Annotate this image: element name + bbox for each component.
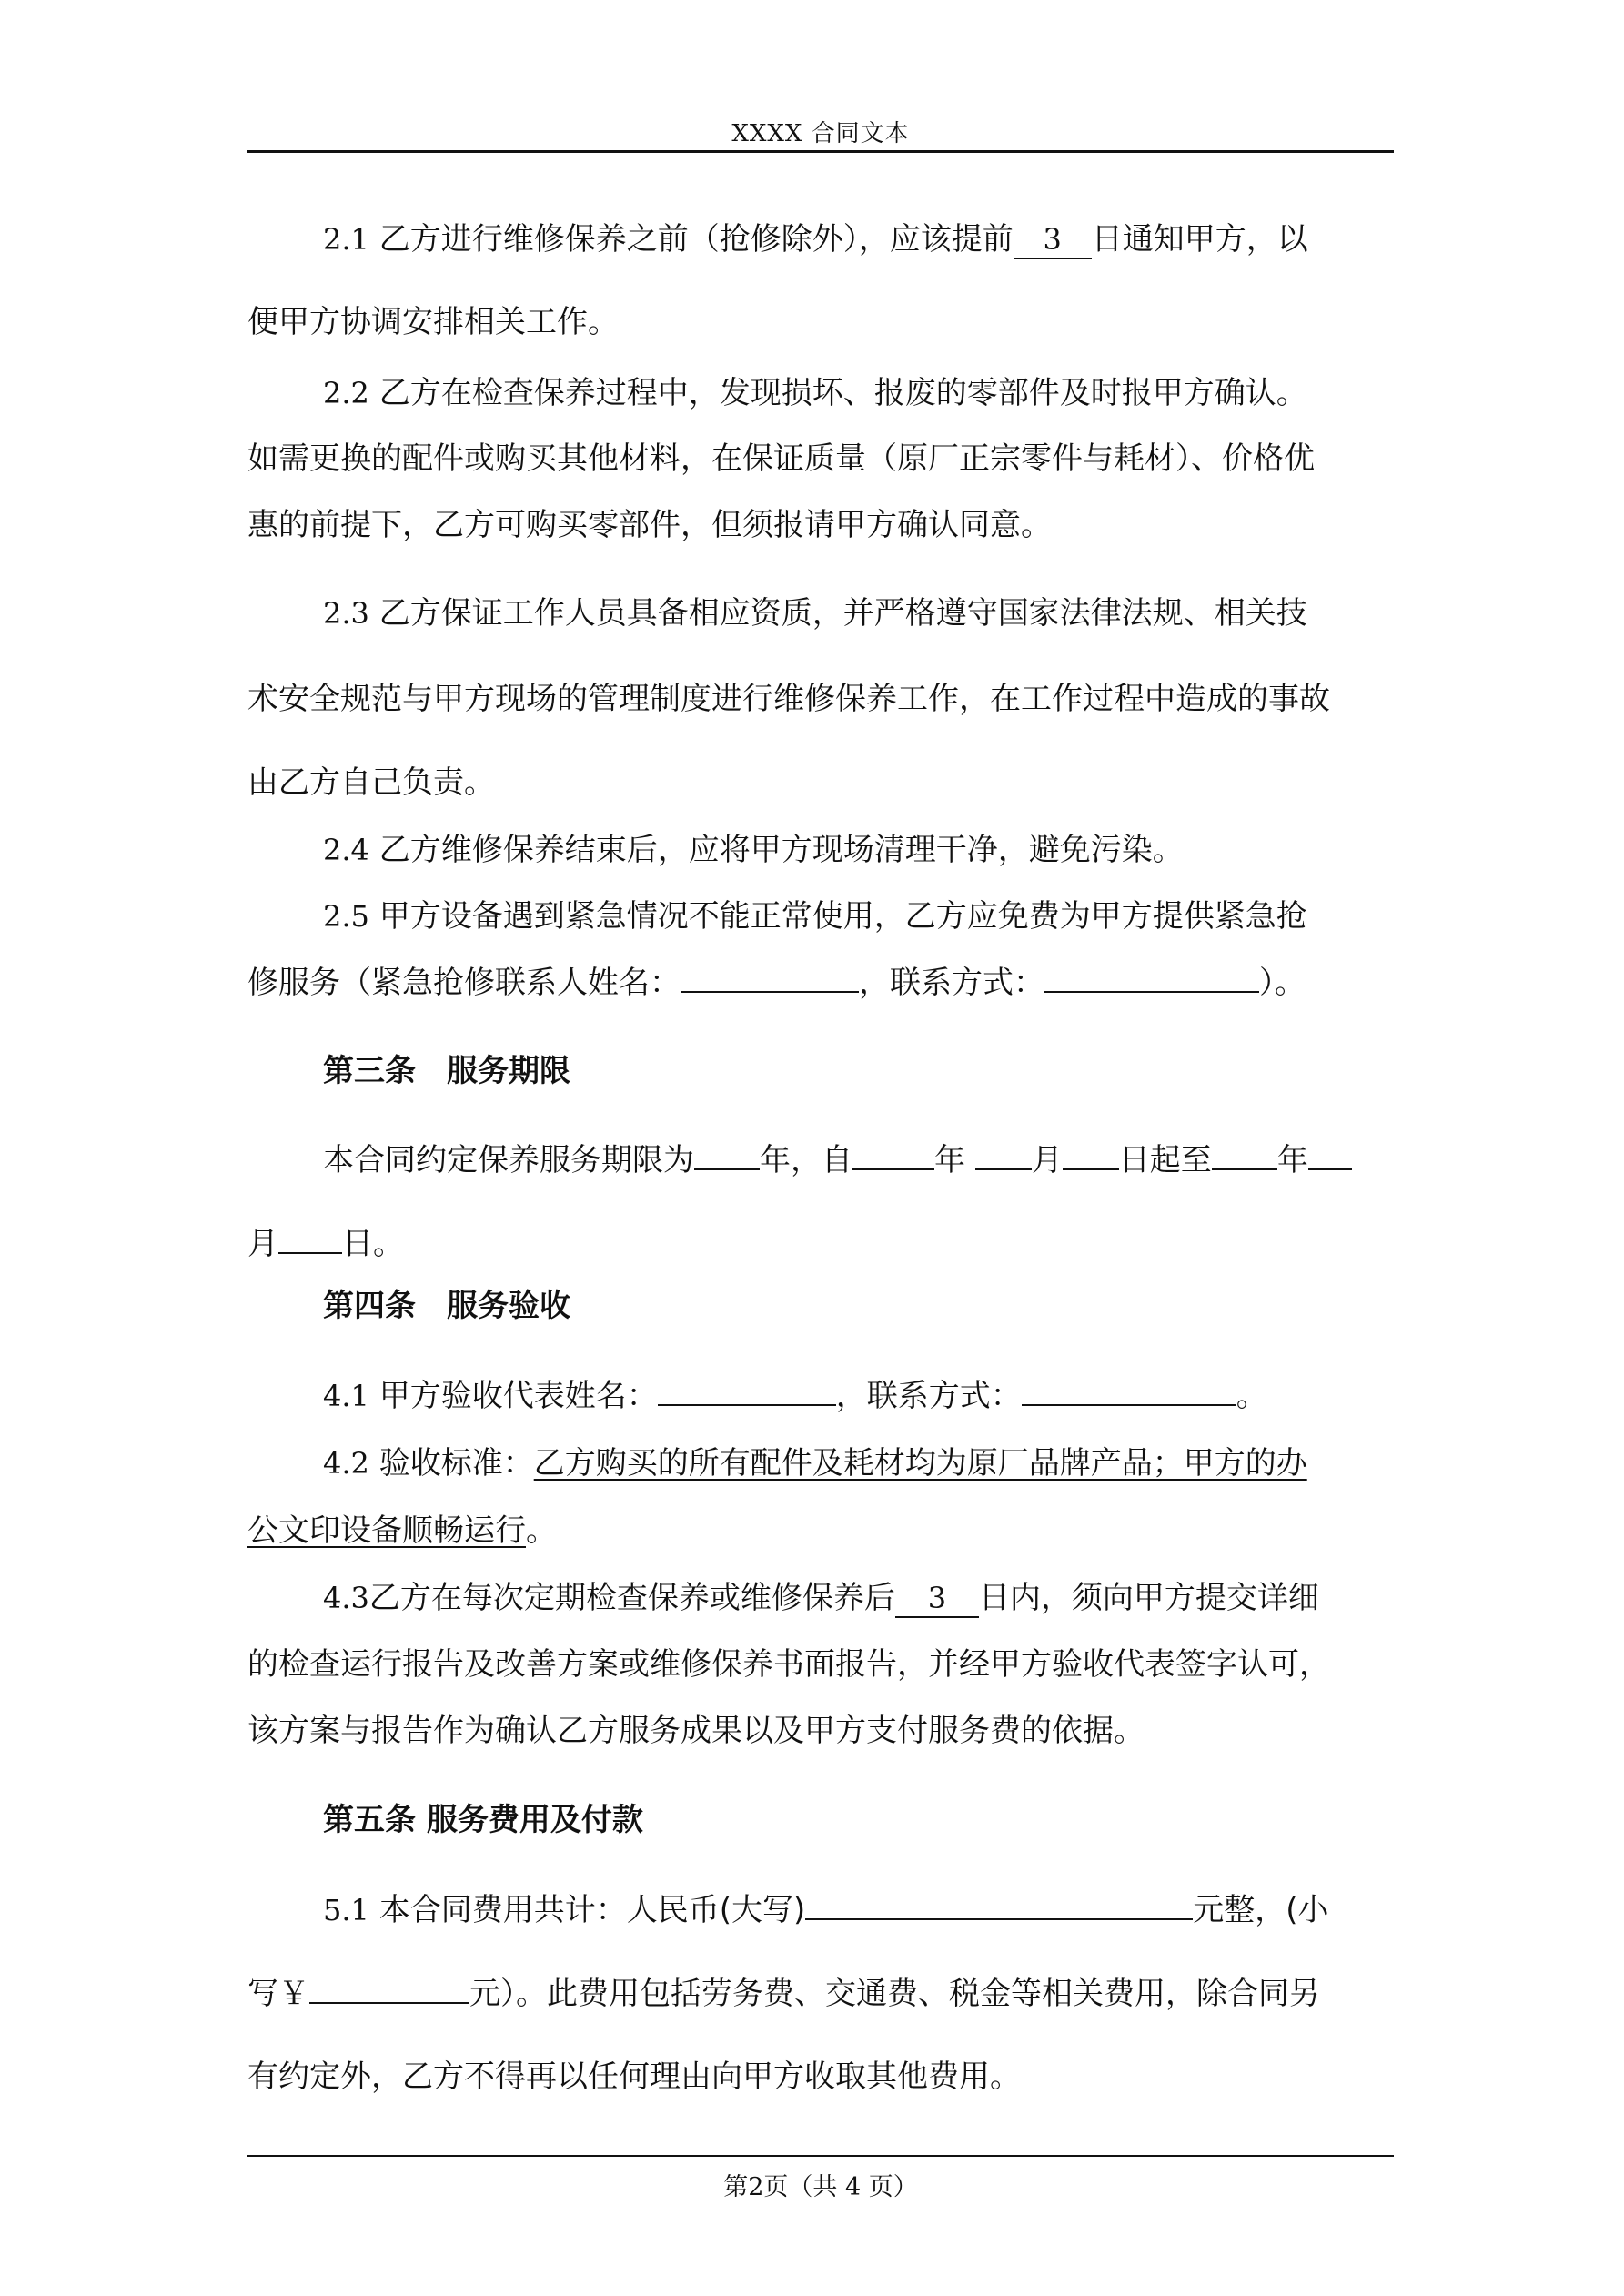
clause-5-1-line-2 (247, 1973, 1394, 2014)
clause-text: 年，自 (760, 1142, 852, 1178)
clause-text: 日起至 (1118, 1142, 1212, 1178)
amount-numeric-blank (309, 1973, 469, 2004)
clause-4-3-line-1 (323, 1578, 1394, 1618)
clause-text: 元）。此费用包括劳务费、交通费、税金等相关费用，除合同另 (469, 1976, 1320, 2012)
clause-text: 元整，(小 (1193, 1892, 1329, 1928)
clause-number: 2.4 (323, 833, 369, 867)
notice-days-field: 3 (1014, 221, 1092, 259)
clause-text: ，联系方式： (835, 1378, 1022, 1414)
document-header-title: XXXX 合同文本 (731, 120, 910, 147)
clause-text: 验收标准： (378, 1445, 534, 1482)
article-3-heading: 第三条 服务期限 (323, 1053, 570, 1089)
clause-2-2-line-3: 惠的前提下，乙方可购买零部件，但须报请甲方确认同意。 (247, 507, 1052, 543)
clause-number: 2.1 (323, 222, 369, 257)
clause-text: 年 (1276, 1142, 1308, 1178)
acceptance-rep-name-blank (658, 1375, 836, 1406)
clause-text: 乙方在检查保养过程中，发现损坏、报废的零部件及时报甲方确认。 (378, 375, 1307, 411)
clause-2-2-line-2: 如需更换的配件或购买其他材料，在保证质量（原厂正宗零件与耗材）、价格优 (247, 440, 1315, 477)
clause-text: 乙方维修保养结束后，应将甲方现场清理干净，避免污染。 (378, 832, 1184, 868)
clause-2-4-line-1 (323, 830, 1394, 870)
clause-2-1-line-1 (323, 219, 1394, 259)
article-4-heading: 第四条 服务验收 (323, 1288, 570, 1324)
amount-capital-blank (805, 1889, 1193, 1920)
clause-text: 乙方在每次定期检查保养或维修保养后 (368, 1580, 895, 1616)
clause-5-1-line-3: 有约定外，乙方不得再以任何理由向甲方收取其他费用。 (247, 2058, 1021, 2095)
clause-text: 甲方设备遇到紧急情况不能正常使用，乙方应免费为甲方提供紧急抢 (378, 898, 1307, 935)
clause-text: 月 (247, 1226, 278, 1262)
clause-2-1-line-2: 便甲方协调安排相关工作。 (247, 304, 619, 340)
clause-2-3-line-1 (323, 593, 1394, 633)
clause-text: 月 (1031, 1142, 1063, 1178)
term-years-blank (694, 1139, 760, 1170)
clause-text: 日内，须向甲方提交详细 (978, 1580, 1319, 1616)
page-number: 第2页（共 4 页） (723, 2173, 918, 2201)
clause-5-1-line-1 (323, 1889, 1394, 1930)
clause-text: 日通知甲方，以 (1091, 221, 1308, 258)
clause-text: 甲方验收代表姓名： (378, 1378, 658, 1414)
start-month-blank (975, 1139, 1032, 1170)
start-year-blank (852, 1139, 934, 1170)
clause-number: 4.2 (323, 1446, 369, 1481)
clause-2-2-line-1 (323, 373, 1394, 413)
header-rule (247, 150, 1394, 153)
end-day-blank (278, 1223, 342, 1254)
clause-text: 乙方保证工作人员具备相应资质，并严格遵守国家法律法规、相关技 (378, 595, 1307, 632)
acceptance-standard-text: 公文印设备顺畅运行 (247, 1512, 526, 1549)
clause-text: 。 (526, 1512, 557, 1549)
clause-text: ，联系方式： (859, 965, 1044, 1001)
article-5-heading: 第五条 服务费用及付款 (323, 1802, 643, 1838)
clause-text: 年 (934, 1142, 965, 1178)
clause-text: 本合同约定保养服务期限为 (323, 1142, 694, 1178)
clause-text: 。 (1236, 1378, 1267, 1414)
clause-number: 2.3 (323, 596, 369, 631)
clause-number: 4.3 (323, 1581, 369, 1615)
clause-4-1-line-1 (323, 1375, 1394, 1416)
clause-number: 5.1 (323, 1893, 369, 1927)
clause-text: 本合同费用共计：人民币(大写) (378, 1892, 806, 1928)
clause-number: 4.1 (323, 1379, 369, 1413)
clause-number: 2.5 (323, 899, 369, 934)
acceptance-rep-contact-blank (1022, 1375, 1236, 1406)
end-month-blank (1308, 1139, 1352, 1170)
acceptance-standard-text: 乙方购买的所有配件及耗材均为原厂品牌产品；甲方的办 (533, 1445, 1307, 1482)
article-3-line-2 (247, 1223, 1394, 1264)
clause-text: ）。 (1259, 965, 1306, 1001)
end-year-blank (1212, 1139, 1277, 1170)
clause-text: 修服务（紧急抢修联系人姓名： (247, 965, 681, 1001)
clause-text: 日。 (342, 1226, 404, 1262)
clause-2-5-line-2 (247, 962, 1394, 1003)
emergency-contact-method-blank (1044, 962, 1259, 993)
clause-text: 写￥ (247, 1976, 309, 2012)
footer-rule (247, 2155, 1394, 2157)
clause-2-3-line-2: 术安全规范与甲方现场的管理制度进行维修保养工作，在工作过程中造成的事故 (247, 681, 1330, 717)
report-days-field: 3 (895, 1580, 979, 1618)
clause-number: 2.2 (323, 376, 369, 410)
clause-4-3-line-2: 的检查运行报告及改善方案或维修保养书面报告，并经甲方验收代表签字认可， (247, 1646, 1330, 1683)
clause-4-3-line-3: 该方案与报告作为确认乙方服务成果以及甲方支付服务费的依据。 (247, 1713, 1145, 1749)
clause-4-2-line-1 (323, 1443, 1394, 1483)
clause-4-2-line-2 (247, 1511, 1394, 1551)
clause-2-5-line-1 (323, 896, 1394, 936)
article-3-line-1 (323, 1139, 1394, 1180)
clause-text: 乙方进行维修保养之前（抢修除外），应该提前 (378, 221, 1014, 258)
emergency-contact-name-blank (681, 962, 859, 993)
start-day-blank (1063, 1139, 1119, 1170)
clause-2-3-line-3: 由乙方自己负责。 (247, 764, 495, 801)
